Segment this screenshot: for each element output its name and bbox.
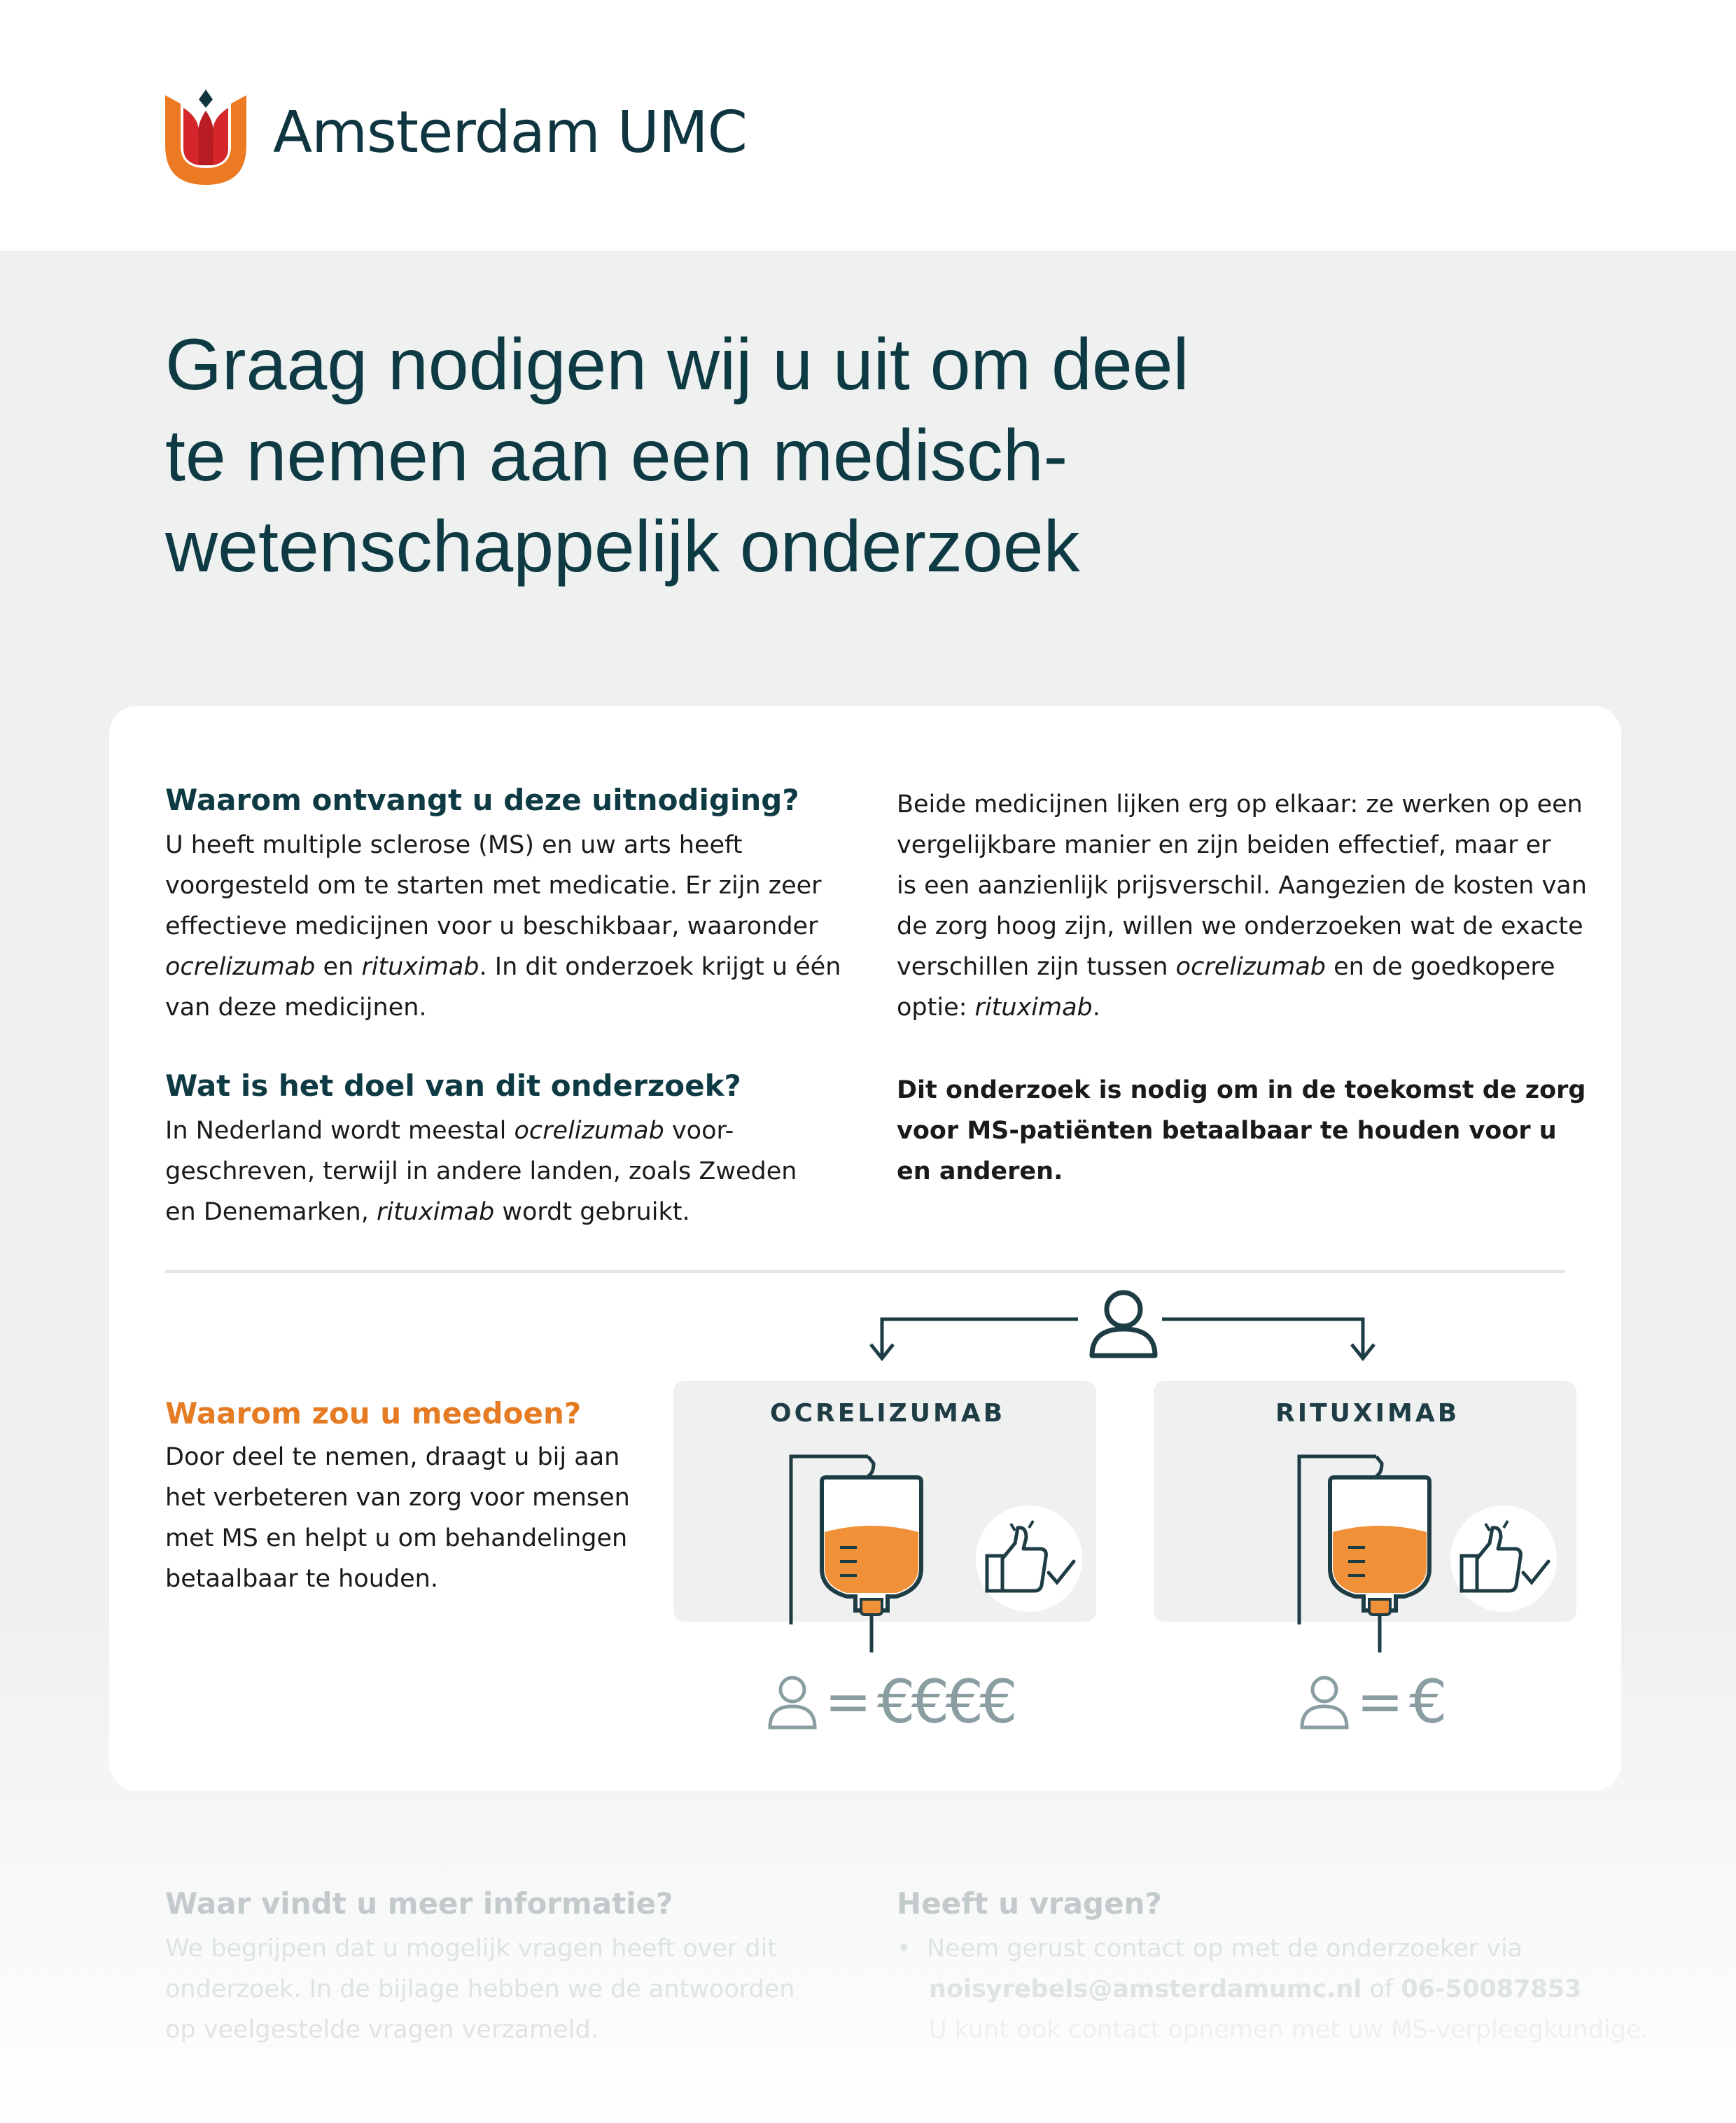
text: voor-: [664, 1117, 734, 1145]
body-line: op veelgestelde vragen verzameld.: [165, 2016, 598, 2044]
text: Neem gerust contact op met de onderzoeker via: [926, 1935, 1522, 1963]
body-line: [165, 1111, 797, 1151]
tulip-logo-icon: [162, 90, 249, 188]
section-body-questions: [897, 1928, 1649, 2050]
text: In Nederland wordt meestal: [165, 1117, 514, 1145]
page-title: [165, 319, 1355, 592]
text: verschillen zijn tussen: [897, 953, 1176, 981]
body-line: vergelijkbare manier en zijn beiden effectief, maar er: [897, 831, 1551, 859]
split-arrows-icon: [868, 1309, 1386, 1365]
section-heading-why-join: Waarom zou u meedoen?: [165, 1396, 582, 1431]
body-line: het verbeteren van zorg voor mensen: [165, 1484, 630, 1512]
iv-bag-icon: [1292, 1449, 1446, 1659]
drug-name: ocrelizumab: [165, 953, 316, 981]
text: . In dit onderzoek krijgt u één: [479, 953, 841, 981]
text: en: [315, 953, 362, 981]
body-line: betaalbaar te houden.: [165, 1565, 438, 1593]
section-body-why-invited: [165, 825, 841, 1028]
body-line: [165, 1192, 797, 1232]
drug-name: ocrelizumab: [514, 1117, 664, 1145]
emphasis-statement: [897, 1070, 1586, 1192]
body-line: • Neem gerust contact op met de onderzoeker via: [897, 1935, 1522, 1963]
section-body-comparison: [897, 784, 1587, 1028]
text: U kunt ook contact opnemen met uw MS-verpleegkundige.: [929, 2016, 1649, 2044]
text: .: [1092, 994, 1100, 1022]
iv-bag-icon: [784, 1449, 938, 1659]
equals-sign: =: [825, 1669, 872, 1734]
body-line: Beide medicijnen lijken erg op elkaar: ze werken op een: [897, 791, 1583, 819]
drug-label-ocrelizumab: OCRELIZUMAB: [770, 1399, 1006, 1428]
thumbs-up-icon: [973, 1503, 1092, 1615]
drug-name: rituximab: [974, 994, 1093, 1022]
body-line: onderzoek. In de bijlage hebben we de antwoorden: [165, 1975, 795, 2003]
body-line: Dit onderzoek is nodig om in de toekomst de zorg: [897, 1076, 1586, 1104]
body-line: [897, 2010, 1649, 2050]
person-icon: [766, 1674, 819, 1730]
body-line: is een aanzienlijk prijsverschil. Aangezien de kosten van: [897, 872, 1587, 900]
section-body-more-info: [165, 1928, 794, 2050]
email-link[interactable]: noisyrebels@amsterdamumc.nl: [929, 1975, 1362, 2003]
title-line: wetenschappelijk onderzoek: [165, 506, 1080, 587]
body-line: effectieve medicijnen voor u beschikbaar, waaronder: [165, 912, 818, 940]
body-line: en anderen.: [897, 1157, 1063, 1185]
body-line: met MS en helpt u om behandelingen: [165, 1524, 628, 1552]
header: [0, 0, 1736, 251]
title-line: te nemen aan een medisch-: [165, 415, 1068, 496]
euro-icon: €€€€: [877, 1667, 1014, 1737]
text: en Denemarken,: [165, 1198, 377, 1226]
cost-row-ocrelizumab: [766, 1667, 1014, 1737]
section-body-research-goal: [165, 1111, 797, 1232]
drug-name: ocrelizumab: [1175, 953, 1326, 981]
euro-icon: €: [1409, 1667, 1448, 1737]
body-line: geschreven, terwijl in andere landen, zoals Zweden: [165, 1157, 797, 1185]
section-heading-research-goal: Wat is het doel van dit onderzoek?: [165, 1069, 741, 1103]
text: optie:: [897, 994, 975, 1022]
drug-name: rituximab: [376, 1198, 495, 1226]
drug-name: rituximab: [361, 953, 479, 981]
body-line: voor MS-patiënten betaalbaar te houden voor u: [897, 1117, 1557, 1145]
section-heading-more-info: Waar vindt u meer informatie?: [165, 1886, 673, 1921]
phone-link[interactable]: 06-50087853: [1401, 1975, 1582, 2003]
section-heading-questions: Heeft u vragen?: [897, 1886, 1162, 1921]
body-line: [897, 947, 1587, 987]
drug-label-rituximab: RITUXIMAB: [1275, 1399, 1460, 1428]
body-line: We begrijpen dat u mogelijk vragen heeft over dit: [165, 1935, 777, 1963]
equals-sign: =: [1357, 1669, 1404, 1734]
text: en de goedkopere: [1326, 953, 1555, 981]
brand-name: Amsterdam UMC: [273, 99, 747, 166]
body-line: [165, 947, 841, 987]
body-line: U heeft multiple sclerose (MS) en uw arts heeft: [165, 831, 743, 859]
section-heading-why-invited: Waarom ontvangt u deze uitnodiging?: [165, 783, 799, 817]
text: wordt gebruikt.: [494, 1198, 690, 1226]
divider: [165, 1270, 1565, 1273]
body-line: van deze medicijnen.: [165, 994, 427, 1022]
body-line: voorgesteld om te starten met medicatie. Er zijn zeer: [165, 872, 822, 900]
thumbs-up-icon: [1448, 1503, 1567, 1615]
title-line: Graag nodigen wij u uit om deel: [165, 324, 1189, 405]
section-body-why-join: [165, 1437, 630, 1599]
body-line: [897, 987, 1587, 1028]
body-line: Door deel te nemen, draagt u bij aan: [165, 1443, 620, 1471]
cost-row-rituximab: [1298, 1667, 1448, 1737]
text: of: [1362, 1975, 1401, 2003]
body-line: [897, 1969, 1649, 2010]
body-line: de zorg hoog zijn, willen we onderzoeken wat de exacte: [897, 912, 1583, 940]
person-icon: [1298, 1674, 1351, 1730]
